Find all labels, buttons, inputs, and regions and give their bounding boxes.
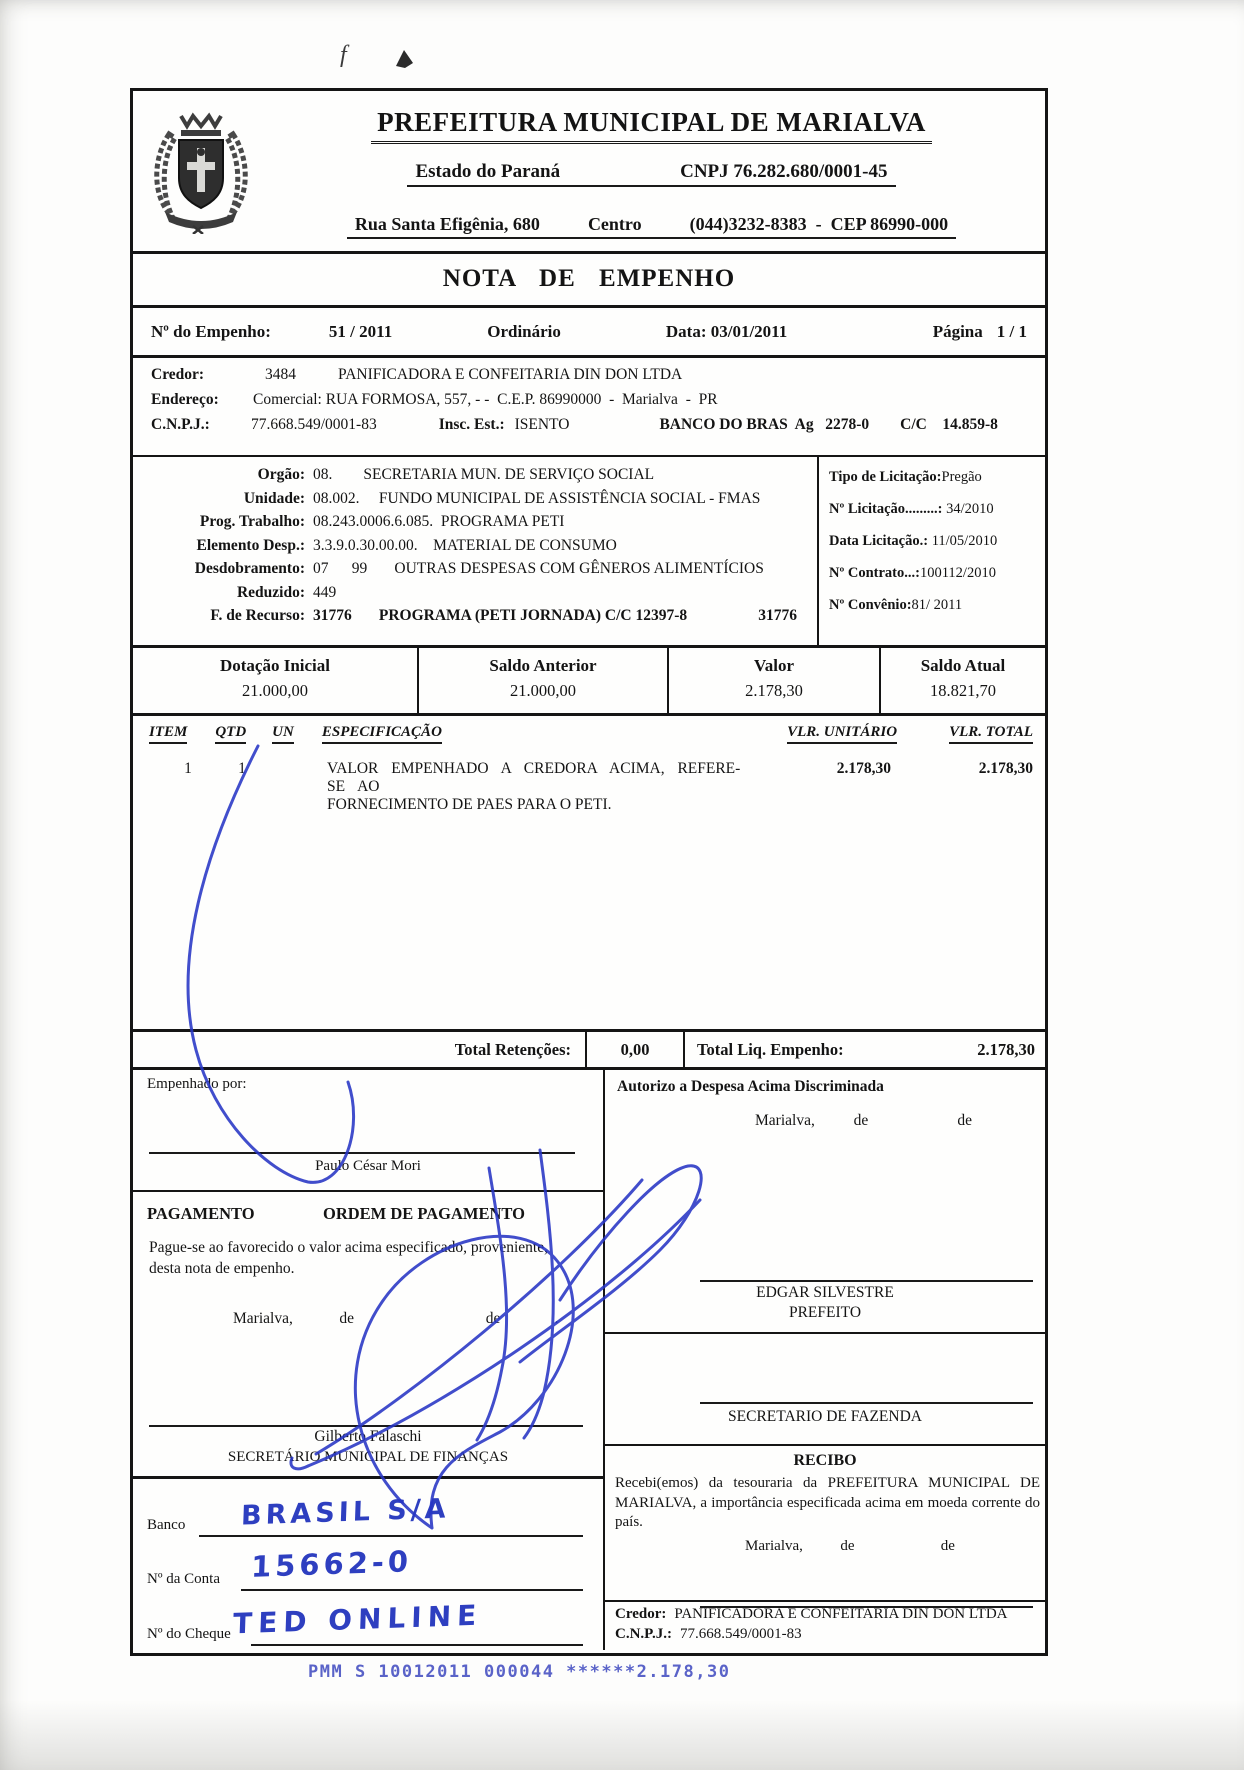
footer-credor-name: PANIFICADORA E CONFEITARIA DIN DON LTDA <box>674 1606 1008 1622</box>
banco-label: Banco <box>147 1517 186 1533</box>
cheque-handwritten-value: TED ONLINE <box>232 1598 483 1641</box>
prefeito-name: EDGAR SILVESTRE <box>756 1284 894 1301</box>
reduzido-row <box>133 584 811 602</box>
pagamento-text: Pague-se ao favorecido o valor acima especificado, proveniente, desta nota de empenho. <box>149 1239 548 1277</box>
fazenda-role: SECRETARIO DE FAZENDA <box>728 1408 922 1425</box>
banco-fill-line <box>199 1535 583 1537</box>
orgao-value: 08. SECRETARIA MUN. DE SERVIÇO SOCIAL <box>313 466 655 483</box>
credor-code: 3484 <box>265 366 296 383</box>
municipality-title: PREFEITURA MUNICIPAL DE MARIALVA <box>371 105 932 144</box>
stray-pen-mark: f <box>340 42 347 68</box>
empenho-number-label: Nº do Empenho: <box>151 321 271 341</box>
total-liq-value: 2.178,30 <box>977 1039 1035 1059</box>
credor-footer <box>605 1600 1045 1650</box>
footer-credor-row <box>615 1606 1045 1623</box>
cheque-fill-line <box>251 1644 583 1646</box>
col-un: UN <box>272 724 294 744</box>
insc-est-value: ISENTO <box>514 416 570 433</box>
empenhado-por-label: Empenhado por: <box>147 1076 247 1092</box>
total-liq-label: Total Liq. Empenho: <box>697 1039 844 1059</box>
totals-row <box>133 645 1045 713</box>
dotacao-inicial-cell <box>133 648 419 713</box>
pagamento-title: PAGAMENTO <box>147 1204 255 1223</box>
valor-cell <box>669 648 881 713</box>
footer-cnpj-row <box>615 1626 1045 1643</box>
document-title: NOTA DE EMPENHO <box>442 265 736 292</box>
page-value: 1 / 1 <box>996 321 1027 341</box>
valor-value: 2.178,30 <box>745 681 803 700</box>
fazenda-box <box>605 1332 1045 1444</box>
street-label: Rua Santa Efigênia, 680 <box>354 214 540 234</box>
dotacao-inicial-value: 21.000,00 <box>242 681 308 700</box>
col-vlr-unitario: VLR. UNITÁRIO <box>787 724 897 744</box>
saldo-anterior-cell <box>419 648 669 713</box>
endereco-value: Comercial: RUA FORMOSA, 557, - - C.E.P. 86990000 - Marialva - PR <box>253 391 718 408</box>
phone-cep-label: (044)3232-8383 - CEP 86990-000 <box>689 214 949 234</box>
num-licitacao-label: Nº Licitação.........: <box>829 501 943 517</box>
state-cnpj-line <box>407 160 895 187</box>
col-qtd: QTD <box>215 724 246 744</box>
finance-signer-name: Gilberto Falaschi <box>314 1428 422 1445</box>
dark-check-mark <box>396 50 413 68</box>
total-retencoes-value: 0,00 <box>585 1032 685 1067</box>
col-especificacao: ESPECIFICAÇÃO <box>322 724 442 744</box>
desdobramento-label: Desdobramento: <box>194 560 305 577</box>
items-table <box>133 713 1045 1029</box>
num-licitacao-value: 34/2010 <box>942 501 994 517</box>
pagamento-date-line: Marialva, de de . <box>233 1310 559 1327</box>
credor-block <box>133 355 1045 455</box>
state-label: Estado do Paraná <box>415 161 561 182</box>
unidade-value: 08.002. FUNDO MUNICIPAL DE ASSISTÊNCIA SOCIAL - FMAS <box>313 489 761 507</box>
orgao-row <box>133 466 811 484</box>
saldo-atual-label: Saldo Atual <box>920 656 1006 675</box>
nota-de-empenho-form <box>130 88 1048 1656</box>
prefeito-signature-line <box>700 1280 1033 1282</box>
cnpj-label: C.N.P.J.: <box>151 416 210 433</box>
item-espec-line1: VALOR EMPENHADO A CREDORA ACIMA, REFERE-SE AO <box>327 760 741 795</box>
header-text-block <box>268 91 1045 251</box>
right-signature-column <box>603 1070 1045 1650</box>
saldo-anterior-label: Saldo Anterior <box>489 656 597 675</box>
fonte-recurso-label: F. de Recurso: <box>210 607 305 624</box>
desdobramento-row <box>133 560 811 578</box>
fazenda-signature-line <box>700 1402 1033 1404</box>
col-vlr-total: VLR. TOTAL <box>949 724 1033 744</box>
dotacao-inicial-label: Dotação Inicial <box>219 656 331 675</box>
page-label: Página <box>932 321 983 341</box>
credor-label: Credor: <box>151 366 205 383</box>
autorizo-box <box>605 1070 1045 1332</box>
total-retencoes-label: Total Retenções: <box>454 1039 571 1059</box>
footer-cnpj-label: C.N.P.J.: <box>615 1626 672 1642</box>
autorizo-title: Autorizo a Despesa Acima Discriminada <box>617 1078 884 1095</box>
fonte-recurso-row <box>133 607 811 625</box>
form-header <box>133 91 1045 251</box>
item-qtd: 1 <box>238 760 246 777</box>
item-espec-line2: FORNECIMENTO DE PAES PARA O PETI. <box>327 796 612 813</box>
reduzido-label: Reduzido: <box>236 583 305 601</box>
saldo-atual-value: 18.821,70 <box>930 681 996 700</box>
reduzido-value: 449 <box>313 583 337 601</box>
footer-credor-label: Credor: <box>615 1606 667 1622</box>
recibo-title: RECIBO <box>793 1452 857 1469</box>
num-convenio-value: 81/ 2011 <box>911 597 963 613</box>
num-convenio-row <box>829 597 1041 614</box>
district-label: Centro <box>587 214 642 234</box>
num-contrato-row <box>829 565 1041 582</box>
address-line <box>347 213 956 239</box>
bank-details-box <box>133 1476 603 1650</box>
fonte-recurso-extra: 31776 <box>758 607 797 624</box>
insc-est-label: Insc. Est.: <box>438 416 505 433</box>
data-licitacao-value: 11/05/2010 <box>928 533 998 549</box>
elemento-desp-label: Elemento Desp.: <box>196 536 305 554</box>
endereco-label: Endereço: <box>151 391 219 408</box>
saldo-atual-cell <box>881 648 1045 713</box>
unidade-row <box>133 490 811 508</box>
conta-fill-line <box>241 1589 583 1591</box>
empenhado-signature-line <box>149 1152 575 1154</box>
num-contrato-value: 100112/2010 <box>919 565 996 581</box>
endereco-row <box>151 391 1045 409</box>
credor-name: PANIFICADORA E CONFEITARIA DIN DON LTDA <box>338 366 683 383</box>
fonte-recurso-value: 31776 PROGRAMA (PETI JORNADA) C/C 12397-8 <box>313 607 688 624</box>
elemento-desp-value: 3.3.9.0.30.00.00. MATERIAL DE CONSUMO <box>313 536 617 554</box>
items-table-header <box>147 724 1033 744</box>
total-liq-wrap <box>685 1040 1045 1060</box>
finance-signer-role: SECRETÁRIO MUNICIPAL DE FINANÇAS <box>227 1449 509 1465</box>
empenhado-por-box <box>133 1070 603 1190</box>
col-item: ITEM <box>149 724 187 744</box>
desdobramento-value: 07 99 OUTRAS DESPESAS COM GÊNEROS ALIMENTÍCIOS <box>313 560 764 577</box>
conta-handwritten-value: 15662-0 <box>250 1544 413 1584</box>
signature-section <box>133 1067 1045 1650</box>
prog-trabalho-value: 08.243.0006.6.085. PROGRAMA PETI <box>313 513 565 530</box>
marialva-crest-icon <box>147 108 255 234</box>
cheque-label: Nº do Cheque <box>147 1626 231 1642</box>
empenhado-signer-name: Paulo César Mori <box>315 1158 421 1174</box>
item-number: 1 <box>184 760 192 777</box>
saldo-anterior-value: 21.000,00 <box>510 681 576 700</box>
valor-label: Valor <box>754 656 794 675</box>
tipo-licitacao-value: Pregão <box>941 469 982 485</box>
prefeito-role: PREFEITO <box>788 1304 862 1321</box>
tipo-licitacao-row <box>829 469 1041 486</box>
empenho-number-row <box>133 305 1045 355</box>
ordem-pagamento-title: ORDEM DE PAGAMENTO <box>323 1204 525 1223</box>
pagamento-box <box>133 1190 603 1476</box>
bank-info: BANCO DO BRAS Ag 2278-0 C/C 14.859-8 <box>659 416 998 433</box>
cnpj-label: CNPJ 76.282.680/0001-45 <box>680 161 888 182</box>
num-convenio-label: Nº Convênio: <box>829 597 912 613</box>
unidade-label: Unidade: <box>243 489 305 507</box>
page-indicator <box>919 322 1027 342</box>
budget-classification-block <box>133 455 1045 645</box>
autorizo-date-line: Marialva, de de <box>755 1112 972 1129</box>
orgao-rows <box>133 457 817 645</box>
data-licitacao-label: Data Licitação.: <box>829 533 929 549</box>
item-especificacao <box>327 760 742 814</box>
recibo-date-line: Marialva, de de <box>745 1538 955 1554</box>
credor-row <box>151 366 1045 384</box>
prog-trabalho-label: Prog. Trabalho: <box>199 513 305 530</box>
conta-label: Nº da Conta <box>147 1571 220 1587</box>
left-signature-column <box>133 1070 603 1650</box>
orgao-label: Orgão: <box>257 466 305 483</box>
licitacao-column <box>817 457 1045 645</box>
prog-trabalho-row <box>133 513 811 531</box>
cnpj-value: 77.668.549/0001-83 <box>251 416 377 433</box>
banco-handwritten-value: BRASIL S/A <box>240 1493 451 1532</box>
item-vlr-unitario: 2.178,30 <box>836 760 891 777</box>
empenho-date: Data: 03/01/2011 <box>665 321 788 341</box>
item-row <box>147 760 1033 814</box>
cnpj-row <box>151 416 1045 434</box>
recibo-text: Recebi(emos) da tesouraria da PREFEITURA MUNICIPAL DE MARIALVA, a importância especificada acima em moeda corrente do país. <box>615 1475 1040 1530</box>
elemento-desp-row <box>133 537 811 555</box>
retencoes-row <box>133 1029 1045 1067</box>
num-contrato-label: Nº Contrato...: <box>829 565 920 581</box>
item-vlr-total: 2.178,30 <box>978 760 1033 777</box>
data-licitacao-row <box>829 533 1041 550</box>
tipo-licitacao-label: Tipo de Licitação: <box>829 469 942 485</box>
coat-of-arms-logo <box>133 91 268 251</box>
document-title-band <box>133 251 1045 305</box>
finance-signature-line <box>149 1425 583 1427</box>
footer-cnpj-value: 77.668.549/0001-83 <box>679 1626 802 1642</box>
empenho-number-value: 51 / 2011 <box>328 321 393 341</box>
num-licitacao-row <box>829 501 1041 518</box>
empenho-modality: Ordinário <box>487 321 561 341</box>
recibo-box <box>605 1444 1045 1650</box>
dot-matrix-stamp: PMM S 10012011 000044 ******2.178,30 <box>308 1662 731 1682</box>
